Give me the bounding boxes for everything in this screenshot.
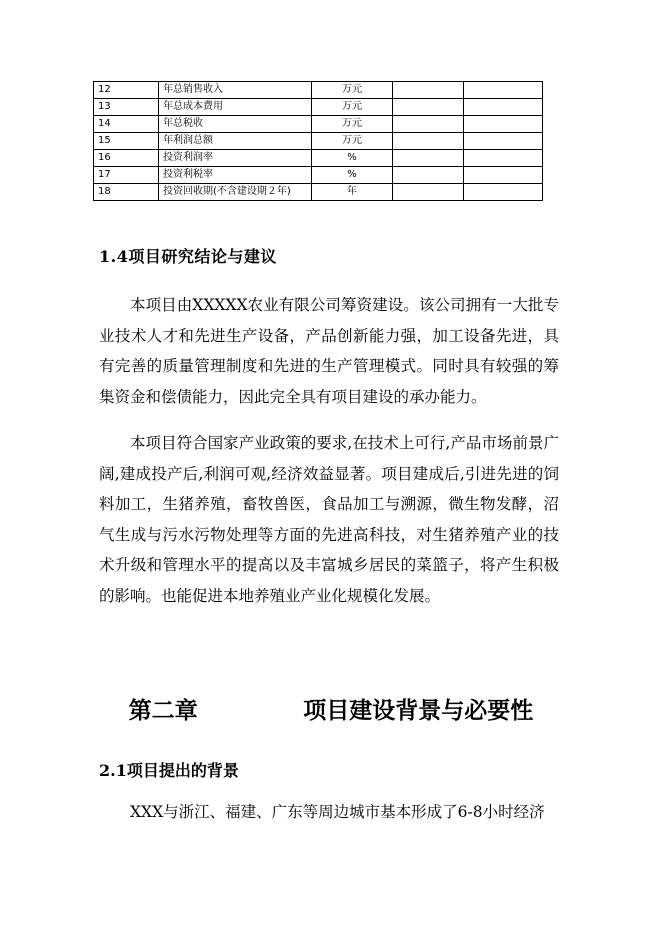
value-cell xyxy=(393,82,463,99)
table-row xyxy=(94,82,543,99)
note-cell xyxy=(463,133,542,150)
table-row xyxy=(94,116,543,133)
indicator-name-cell: 投资利润率 xyxy=(158,150,311,167)
value-cell xyxy=(393,167,463,184)
row-number-cell: 16 xyxy=(94,150,159,167)
row-number-cell: 12 xyxy=(94,82,159,99)
value-cell xyxy=(393,116,463,133)
value-cell xyxy=(393,150,463,167)
paragraph-company-intro: 本项目由XXXXX农业有限公司筹资建设。该公司拥有一大批专业技术人才和先进生产设备，产品创新能力强，加工设备先进，具有完善的质量管理制度和先进的生产管理模式。同时具有较强的筹集资金和偿债能力，因此完全具有项目建设的承办能力。 xyxy=(99,296,559,406)
paragraph-background: XXX与浙江、福建、广东等周边城市基本形成了6-8小时经济 xyxy=(130,803,545,821)
section-heading-1-4: 1.4项目研究结论与建议 xyxy=(99,247,277,266)
paragraph-project-benefits: 本项目符合国家产业政策的要求,在技术上可行,产品市场前景广阔,建成投产后,利润可观,经济效益显著。项目建成后,引进先进的饲料加工，生猪养殖，畜牧兽医，食品加工与溯源，微生物发酵，沼气生成与污水污物处理等方面的先进高科技，对生猪养殖产业的技术升级和管理水平的提高以及丰富城乡居民的菜篮子，将产生积极的影响。也能促进本地养殖业产业化规模化发展。 xyxy=(99,434,559,605)
indicator-name-cell: 年总税收 xyxy=(158,116,311,133)
note-cell xyxy=(463,167,542,184)
unit-cell: 万元 xyxy=(311,116,393,133)
value-cell xyxy=(393,184,463,201)
row-number-cell: 13 xyxy=(94,99,159,116)
indicator-name-cell: 年总销售收入 xyxy=(158,82,311,99)
table-row xyxy=(94,99,543,116)
note-cell xyxy=(463,99,542,116)
table-row xyxy=(94,167,543,184)
unit-cell: 年 xyxy=(311,184,393,201)
unit-cell: 万元 xyxy=(311,82,393,99)
section-heading-2-1: 2.1项目提出的背景 xyxy=(99,761,239,780)
note-cell xyxy=(463,150,542,167)
table-row xyxy=(94,133,543,150)
note-cell xyxy=(463,184,542,201)
indicators-table xyxy=(93,81,543,201)
table-row xyxy=(94,150,543,167)
indicator-name-cell: 投资利税率 xyxy=(158,167,311,184)
indicators-table-body xyxy=(94,82,543,201)
value-cell xyxy=(393,133,463,150)
row-number-cell: 15 xyxy=(94,133,159,150)
row-number-cell: 17 xyxy=(94,167,159,184)
row-number-cell: 14 xyxy=(94,116,159,133)
chapter-title: 第二章 项目建设背景与必要性 xyxy=(128,697,534,724)
note-cell xyxy=(463,82,542,99)
unit-cell: 万元 xyxy=(311,99,393,116)
value-cell xyxy=(393,99,463,116)
unit-cell: % xyxy=(311,150,393,167)
indicator-name-cell: 年利润总额 xyxy=(158,133,311,150)
unit-cell: % xyxy=(311,167,393,184)
note-cell xyxy=(463,116,542,133)
indicator-name-cell: 投资回收期(不含建设期２年) xyxy=(158,184,311,201)
table-row xyxy=(94,184,543,201)
indicator-name-cell: 年总成本费用 xyxy=(158,99,311,116)
unit-cell: 万元 xyxy=(311,133,393,150)
row-number-cell: 18 xyxy=(94,184,159,201)
